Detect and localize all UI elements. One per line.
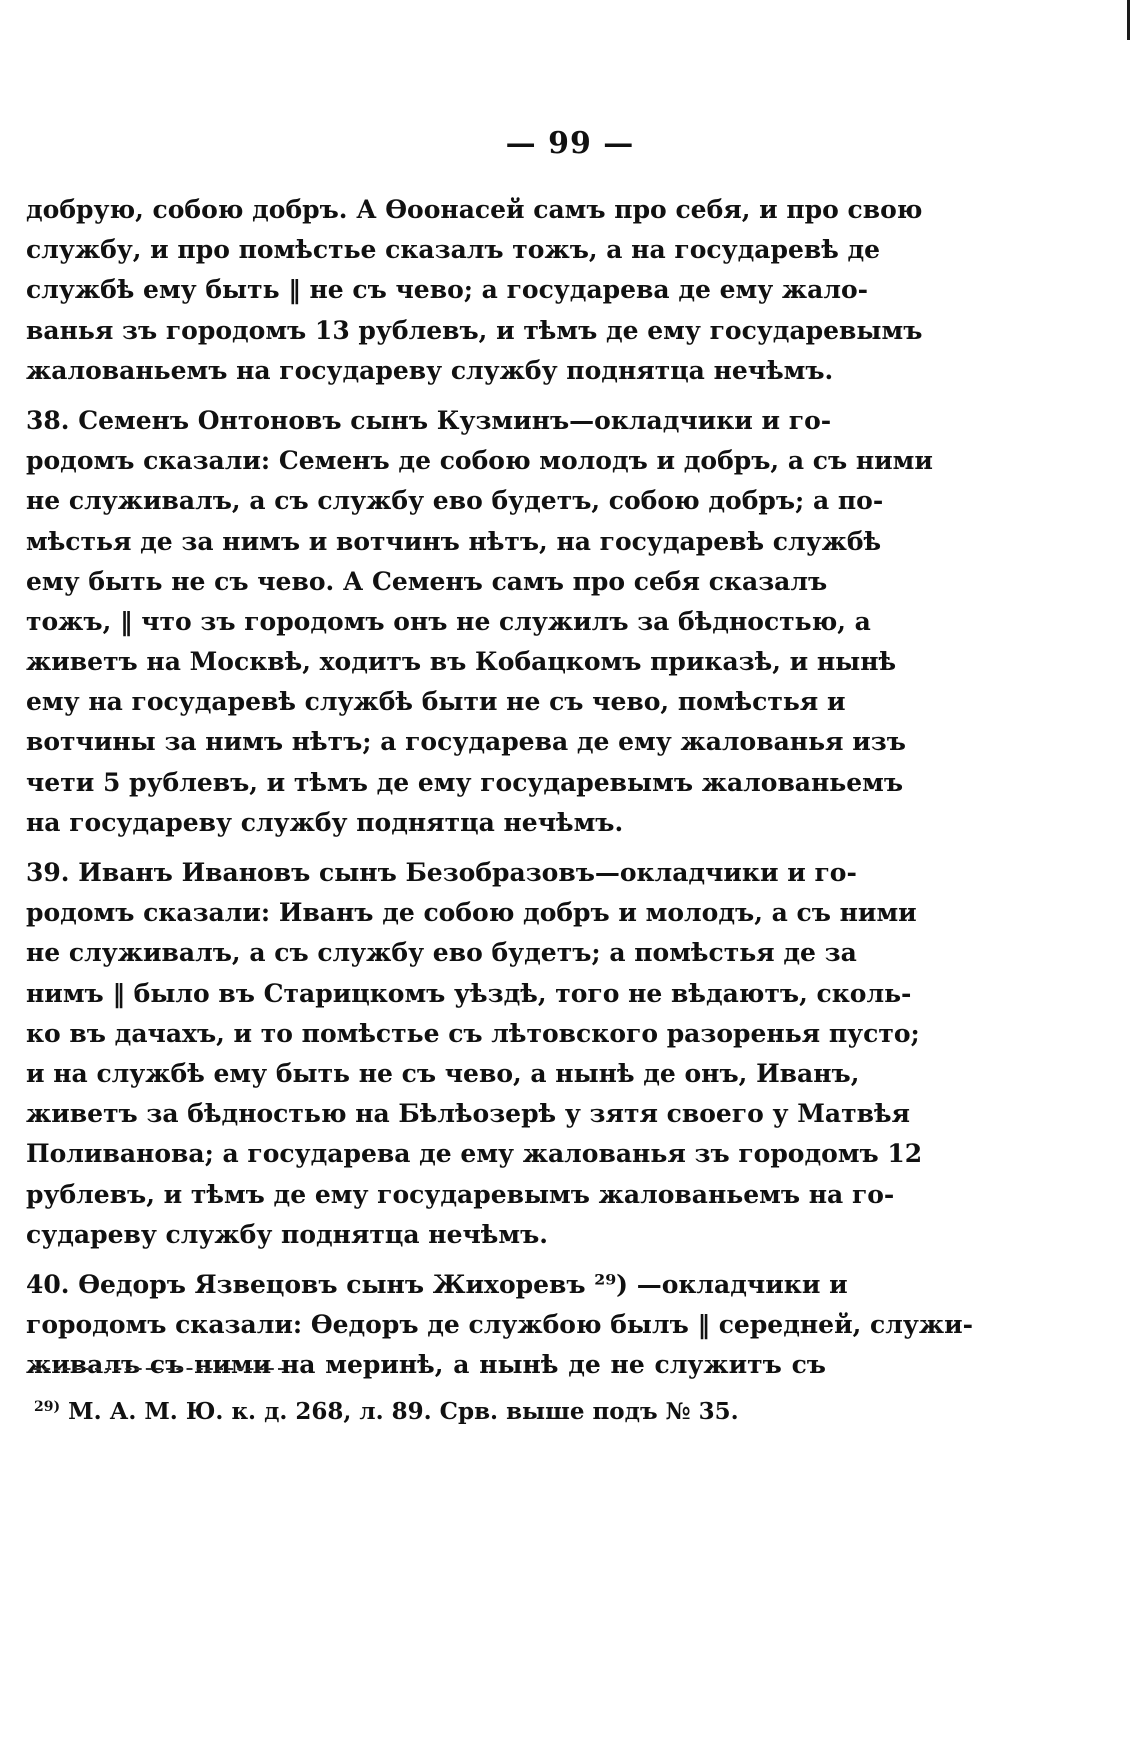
text-line: 39. Иванъ Ивановъ сынъ Безобразовъ—окладчики и го- — [26, 858, 857, 887]
text-line: вотчины за нимъ нѣтъ; а государева де ему жалованья изъ — [26, 727, 906, 757]
text-line: мѣстья де за нимъ и вотчинъ нѣтъ, на государевѣ службѣ — [26, 526, 882, 556]
footnote — [34, 1398, 739, 1425]
text-line: Поливанова; а государева де ему жалованья зъ городомъ 12 — [26, 1139, 923, 1169]
text-line: городомъ сказали: Өедоръ де службою былъ ‖ середней, служи- — [26, 1310, 974, 1340]
text-line: судареву службу поднятца нечѣмъ. — [26, 1219, 548, 1249]
text-line: живетъ на Москвѣ, ходитъ въ Кобацкомъ приказѣ, и нынѣ — [26, 647, 897, 677]
text-line: службу, и про помѣстье сказалъ тожъ, а на государевѣ де — [26, 235, 881, 265]
text-line: живалъ съ ними на меринѣ, а нынѣ де не служитъ съ — [26, 1350, 826, 1380]
text-line: ванья зъ городомъ 13 рублевъ, и тѣмъ де ему государевымъ — [26, 315, 923, 345]
paragraph-gap — [26, 843, 826, 853]
text-line: и на службѣ ему быть не съ чево, а нынѣ де онъ, Иванъ, — [26, 1058, 860, 1088]
paragraph-gap — [26, 391, 826, 401]
text-line: не служивалъ, а съ службу ево будетъ, собою добръ; а по- — [26, 486, 884, 516]
text-line: ему на государевѣ службѣ быти не съ чево, помѣстья и — [26, 687, 846, 717]
paragraph-p-39 — [26, 853, 923, 1255]
text-line: родомъ сказали: Семенъ де собою молодъ и добръ, а съ ними — [26, 446, 933, 476]
footnote-mark: 29) — [34, 1399, 61, 1415]
paragraph-p-38 — [26, 401, 933, 843]
text-line: добрую, собою добръ. А Өоонасей самъ про себя, и про свою — [26, 195, 923, 224]
text-line: рублевъ, и тѣмъ де ему государевымъ жалованьемъ на го- — [26, 1179, 895, 1209]
text-line: ко въ дачахъ, и то помѣстье съ лѣтовского разоренья пусто; — [26, 1018, 920, 1048]
page-edge-line — [1127, 0, 1130, 40]
text-line: не служивалъ, а съ службу ево будетъ; а помѣстья де за — [26, 938, 857, 968]
text-line: ему быть не съ чево. А Семенъ самъ про себя сказалъ — [26, 566, 828, 596]
text-line: родомъ сказали: Иванъ де собою добръ и молодъ, а съ ними — [26, 898, 917, 928]
text-line: нимъ ‖ было въ Старицкомъ уѣздѣ, того не вѣдаютъ, сколь- — [26, 978, 912, 1008]
text-line: тожъ, ‖ что зъ городомъ онъ не служилъ за бѣдностью, а — [26, 606, 871, 636]
paragraph-gap — [26, 1255, 826, 1265]
text-line: чети 5 рублевъ, и тѣмъ де ему государевымъ жалованьемъ — [26, 767, 904, 797]
footnote-divider — [34, 1368, 284, 1370]
body-text — [26, 190, 974, 1385]
text-line: 38. Семенъ Онтоновъ сынъ Кузминъ—окладчики и го- — [26, 405, 832, 435]
text-line: живетъ за бѣдностью на Бѣлѣозерѣ у зятя своего у Матвѣя — [26, 1099, 910, 1129]
text-line: службѣ ему быть ‖ не съ чево; а государева де ему жало- — [26, 275, 869, 305]
footnote-text: М. А. М. Ю. к. д. 268, л. 89. Срв. выше подъ № 35. — [68, 1398, 739, 1425]
text-line: жалованьемъ на государеву службу поднятца нечѣмъ. — [26, 355, 834, 385]
paragraph-p-continued — [26, 190, 923, 391]
page-number: — 99 — — [505, 126, 635, 161]
text-line: на государеву службу поднятца нечѣмъ. — [26, 807, 624, 837]
text-line: 40. Өедоръ Язвецовъ сынъ Жихоревъ ²⁹) —окладчики и — [26, 1269, 848, 1299]
